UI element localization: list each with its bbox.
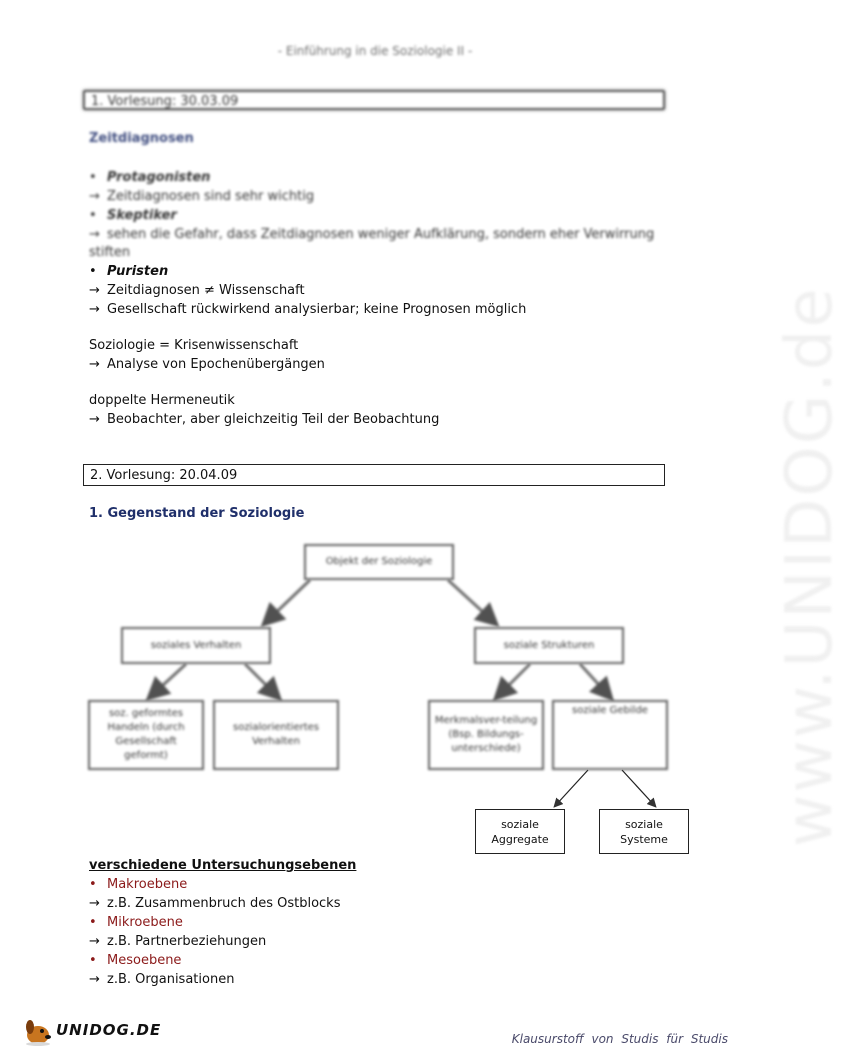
arrow-right-icon: → [89, 972, 100, 987]
list-item: → Zeitdiagnosen ≠ Wissenschaft [89, 283, 305, 298]
hermeneutik-term: doppelte Hermeneutik [89, 393, 235, 408]
levels-heading: verschiedene Untersuchungsebenen [89, 858, 357, 873]
arrow-right-icon: → [89, 227, 100, 242]
list-item: → Beobachter, aber gleichzeitig Teil der Beobachtung [89, 412, 440, 427]
arrow-right-icon: → [89, 283, 100, 298]
level-example: → z.B. Partnerbeziehungen [89, 934, 267, 949]
lecture-2-box: 2. Vorlesung: 20.04.09 [83, 464, 665, 486]
document-header: - Einführung in die Soziologie II - [277, 44, 473, 58]
lecture-1-title: Zeitdiagnosen [89, 131, 194, 146]
watermark: www.UNIDOG.de [773, 286, 847, 847]
lecture-2-title: 1. Gegenstand der Soziologie [89, 506, 305, 521]
arrow-right-icon: → [89, 189, 100, 204]
diagram-node-merkmalsverteilung: Merkmalsver-teilung (Bsp. Bildungs-unterschiede) [428, 700, 544, 770]
level-example: → z.B. Organisationen [89, 972, 235, 987]
bullet-icon: • [89, 915, 97, 930]
diagram-node-soziale-gebilde: soziale Gebilde [552, 700, 668, 770]
bullet-icon: • [89, 170, 97, 185]
diagram-node-soziale-aggregate: soziale Aggregate [475, 809, 565, 854]
footer-tagline: Klausurstoff von Studis für Studis [511, 1032, 728, 1046]
level-example: → z.B. Zusammenbruch des Ostblocks [89, 896, 341, 911]
level-item: • Mikroebene [89, 915, 183, 930]
unidog-logo [22, 1015, 162, 1047]
diagram-node-soziale-systeme: soziale Systeme [599, 809, 689, 854]
list-item: • Puristen [89, 264, 169, 279]
bullet-icon: • [89, 953, 97, 968]
arrow-right-icon: → [89, 412, 100, 427]
list-item: → Zeitdiagnosen sind sehr wichtig [89, 189, 315, 204]
list-item: stiften [89, 245, 131, 260]
list-item: → sehen die Gefahr, dass Zeitdiagnosen weniger Aufklärung, sondern eher Verwirrung [89, 227, 655, 242]
lecture-1-box: 1. Vorlesung: 30.03.09 [83, 90, 665, 110]
list-item: → Gesellschaft rückwirkend analysierbar; keine Prognosen möglich [89, 302, 527, 317]
bullet-icon: • [89, 208, 97, 223]
list-item: • Skeptiker [89, 208, 177, 223]
arrow-right-icon: → [89, 934, 100, 949]
arrow-right-icon: → [89, 896, 100, 911]
bullet-icon: • [89, 877, 97, 892]
diagram-node-soziales-verhalten: soziales Verhalten [121, 627, 271, 664]
list-item: → Analyse von Epochenübergängen [89, 357, 325, 372]
diagram-node-soziale-strukturen: soziale Strukturen [474, 627, 624, 664]
level-item: • Makroebene [89, 877, 188, 892]
diagram-root-node: Objekt der Soziologie [304, 544, 454, 580]
arrow-right-icon: → [89, 357, 100, 372]
list-item: • Protagonisten [89, 170, 211, 185]
diagram-node-sozialorientiertes-verhalten: sozialorientiertes Verhalten [213, 700, 339, 770]
level-item: • Mesoebene [89, 953, 182, 968]
arrow-right-icon: → [89, 302, 100, 317]
logo-text: UNIDOG.DE [56, 1021, 162, 1039]
soziologie-definition: Soziologie = Krisenwissenschaft [89, 338, 299, 353]
bullet-icon: • [89, 264, 97, 279]
diagram-node-geformtes-handeln: soz. geformtes Handeln (durch Gesellschaft geformt) [88, 700, 204, 770]
